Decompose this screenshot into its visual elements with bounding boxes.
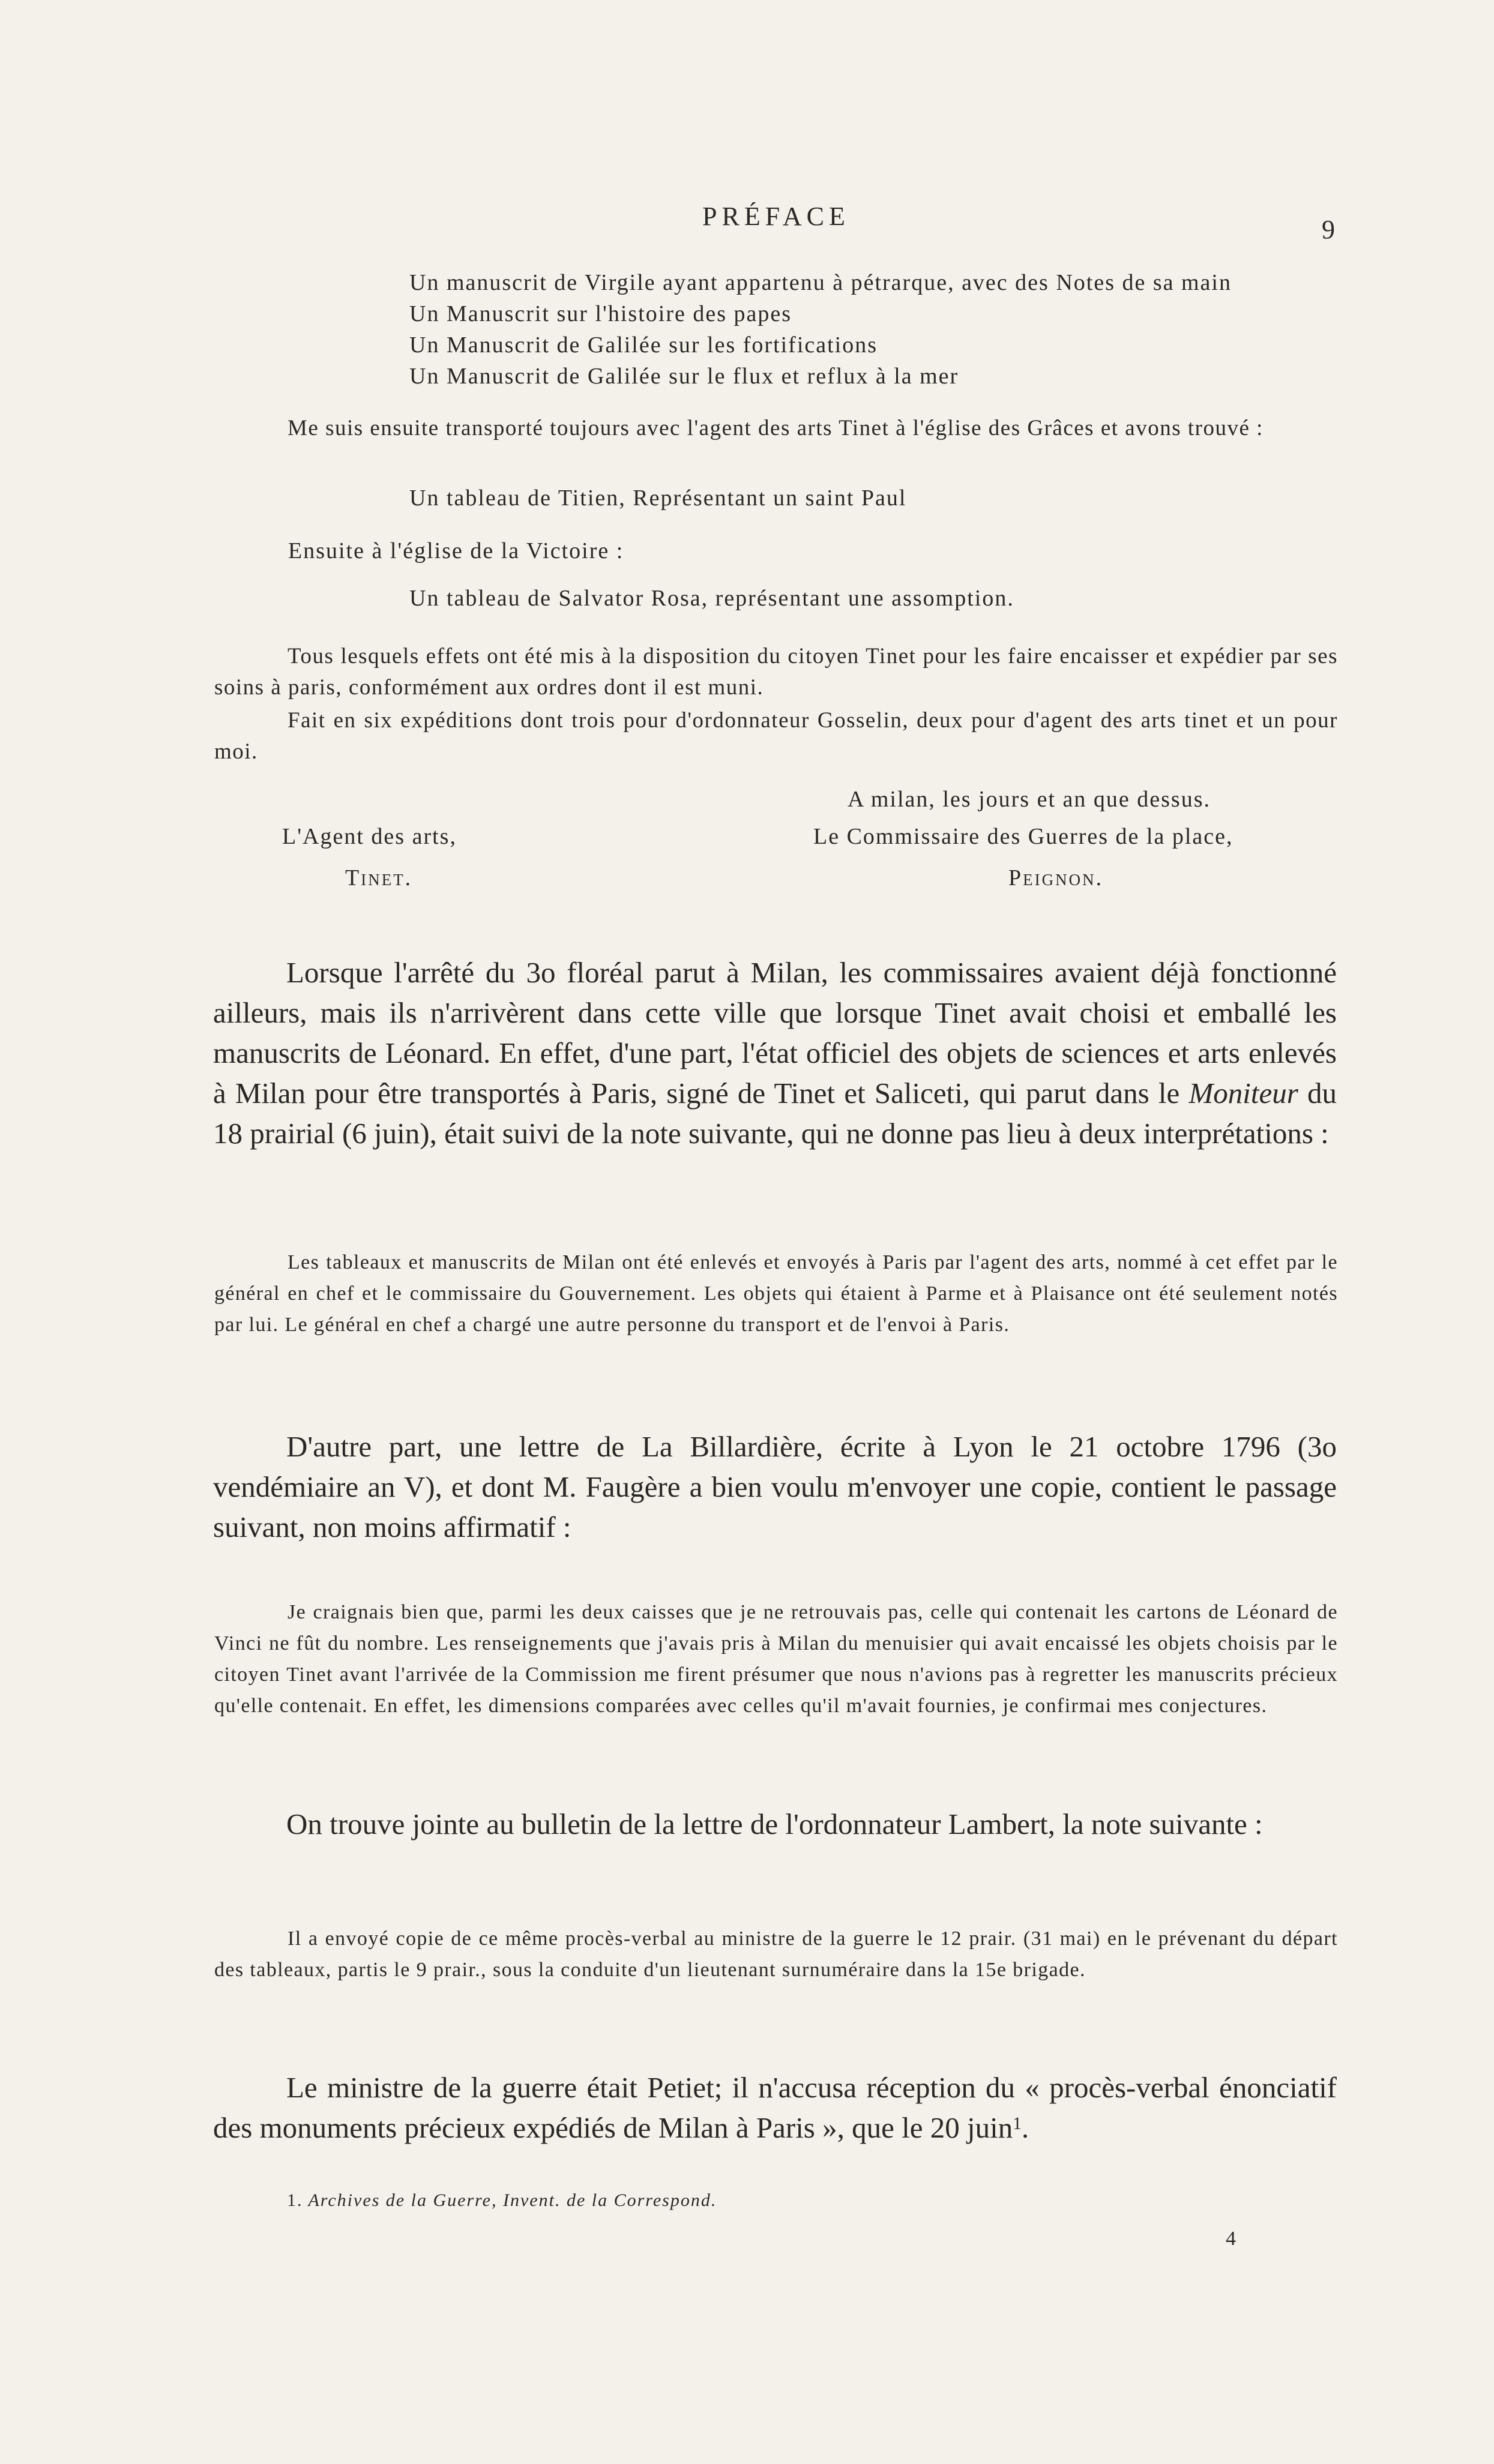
main-paragraph-4-end: .: [1021, 2111, 1029, 2144]
commissaire-name: Peignon.: [1008, 865, 1104, 891]
running-head: PRÉFACE: [702, 202, 850, 231]
tous-paragraph: Tous lesquels effets ont été mis à la disposition du citoyen Tinet pour les faire encaisser et expédier par ses soins à paris, conformément aux ordres dont il est muni.: [214, 644, 1338, 700]
list-item: Un Manuscrit sur l'histoire des papes: [409, 301, 792, 326]
main-paragraph-1-part2: du 18 prairial (6 juin), était suivi de la note suivante, qui ne donne pas lieu à deux interprétations :: [213, 1077, 1337, 1150]
main-paragraph-1-part1: Lorsque l'arrêté du 3o floréal parut à Milan, les commissaires avaient déjà fonctionné ailleurs, mais ils n'arrivèrent dans cette ville que lorsque Tinet avait choisi et emballé les manuscrits de Léonard. En effet, d'une part, l'état officiel des objets de sciences et arts enlevés à Milan pour être transportés à Paris, signé de Tinet et Saliceti, qui parut dans le: [213, 956, 1337, 1110]
moniteur-title: Moniteur: [1188, 1077, 1298, 1110]
agent-name: Tinet.: [345, 865, 413, 891]
footnote-text: Archives de la Guerre, Invent. de la Correspond.: [308, 2190, 717, 2210]
main-paragraph-1: [213, 952, 1337, 1153]
quote-2: Je craignais bien que, parmi les deux caisses que je ne retrouvais pas, celle qui contenait les cartons de Léonard de Vinci ne fût du nombre. Les renseignements que j'avais pris à Milan du menuisier qui avait encaissé les objets choisis par le citoyen Tinet avant l'arrivée de la Commission me firent présumer que nous n'avions pas à regretter les manuscrits précieux qu'elle contenait. En effet, les dimensions comparées avec celles qu'il m'avait fournies, je confirmai mes conjectures.: [214, 1601, 1338, 1717]
graces-paragraph: Me suis ensuite transporté toujours avec l'agent des arts Tinet à l'église des Grâces et avons trouvé :: [288, 416, 1264, 440]
date-line: A milan, les jours et an que dessus.: [848, 787, 1211, 812]
commissaire-title: Le Commissaire des Guerres de la place,: [813, 824, 1233, 849]
signature-mark: 4: [1226, 2228, 1236, 2250]
quote-1: Les tableaux et manuscrits de Milan ont été enlevés et envoyés à Paris par l'agent des arts, nommé à cet effet par le général en chef et le commissaire du Gouvernement. Les objets qui étaient à Parme et à Plaisance ont été seulement notés par lui. Le général en chef a chargé une autre personne du transport et de l'envoi à Paris.: [214, 1251, 1338, 1336]
main-paragraph-4: [213, 2067, 1337, 2148]
list-item: Un Manuscrit de Galilée sur les fortifications: [409, 332, 878, 358]
page-number: 9: [1322, 215, 1335, 244]
footnote-reference: 1: [1013, 2114, 1022, 2133]
titien-item: Un tableau de Titien, Représentant un saint Paul: [409, 485, 907, 511]
main-paragraph-3: On trouve jointe au bulletin de la lettre de l'ordonnateur Lambert, la note suivante :: [286, 1807, 1263, 1840]
main-paragraph-4-text: Le ministre de la guerre était Petiet; il n'accusa réception du « procès-verbal énonciatif des monuments précieux expédiés de Milan à Paris », que le 20 juin: [213, 2071, 1337, 2144]
fait-paragraph: Fait en six expéditions dont trois pour d'ordonnateur Gosselin, deux pour d'agent des arts tinet et un pour moi.: [214, 708, 1338, 764]
victoire-intro: Ensuite à l'église de la Victoire :: [288, 538, 624, 563]
footnote: [287, 2190, 717, 2211]
rosa-item: Un tableau de Salvator Rosa, représentant une assomption.: [409, 586, 1014, 611]
main-paragraph-2: D'autre part, une lettre de La Billardière, écrite à Lyon le 21 octobre 1796 (3o vendémiaire an V), et dont M. Faugère a bien voulu m'envoyer une copie, contient le passage suivant, non moins affirmatif :: [213, 1430, 1337, 1543]
footnote-marker: 1.: [287, 2190, 303, 2210]
list-item: Un manuscrit de Virgile ayant appartenu à pétrarque, avec des Notes de sa main: [409, 270, 1232, 295]
quote-3: Il a envoyé copie de ce même procès-verbal au ministre de la guerre le 12 prair. (31 mai) en le prévenant du départ des tableaux, partis le 9 prair., sous la conduite d'un lieutenant surnuméraire dans la 15e brigade.: [214, 1928, 1338, 1981]
agent-title: L'Agent des arts,: [282, 824, 457, 849]
list-item: Un Manuscrit de Galilée sur le flux et reflux à la mer: [409, 364, 959, 389]
